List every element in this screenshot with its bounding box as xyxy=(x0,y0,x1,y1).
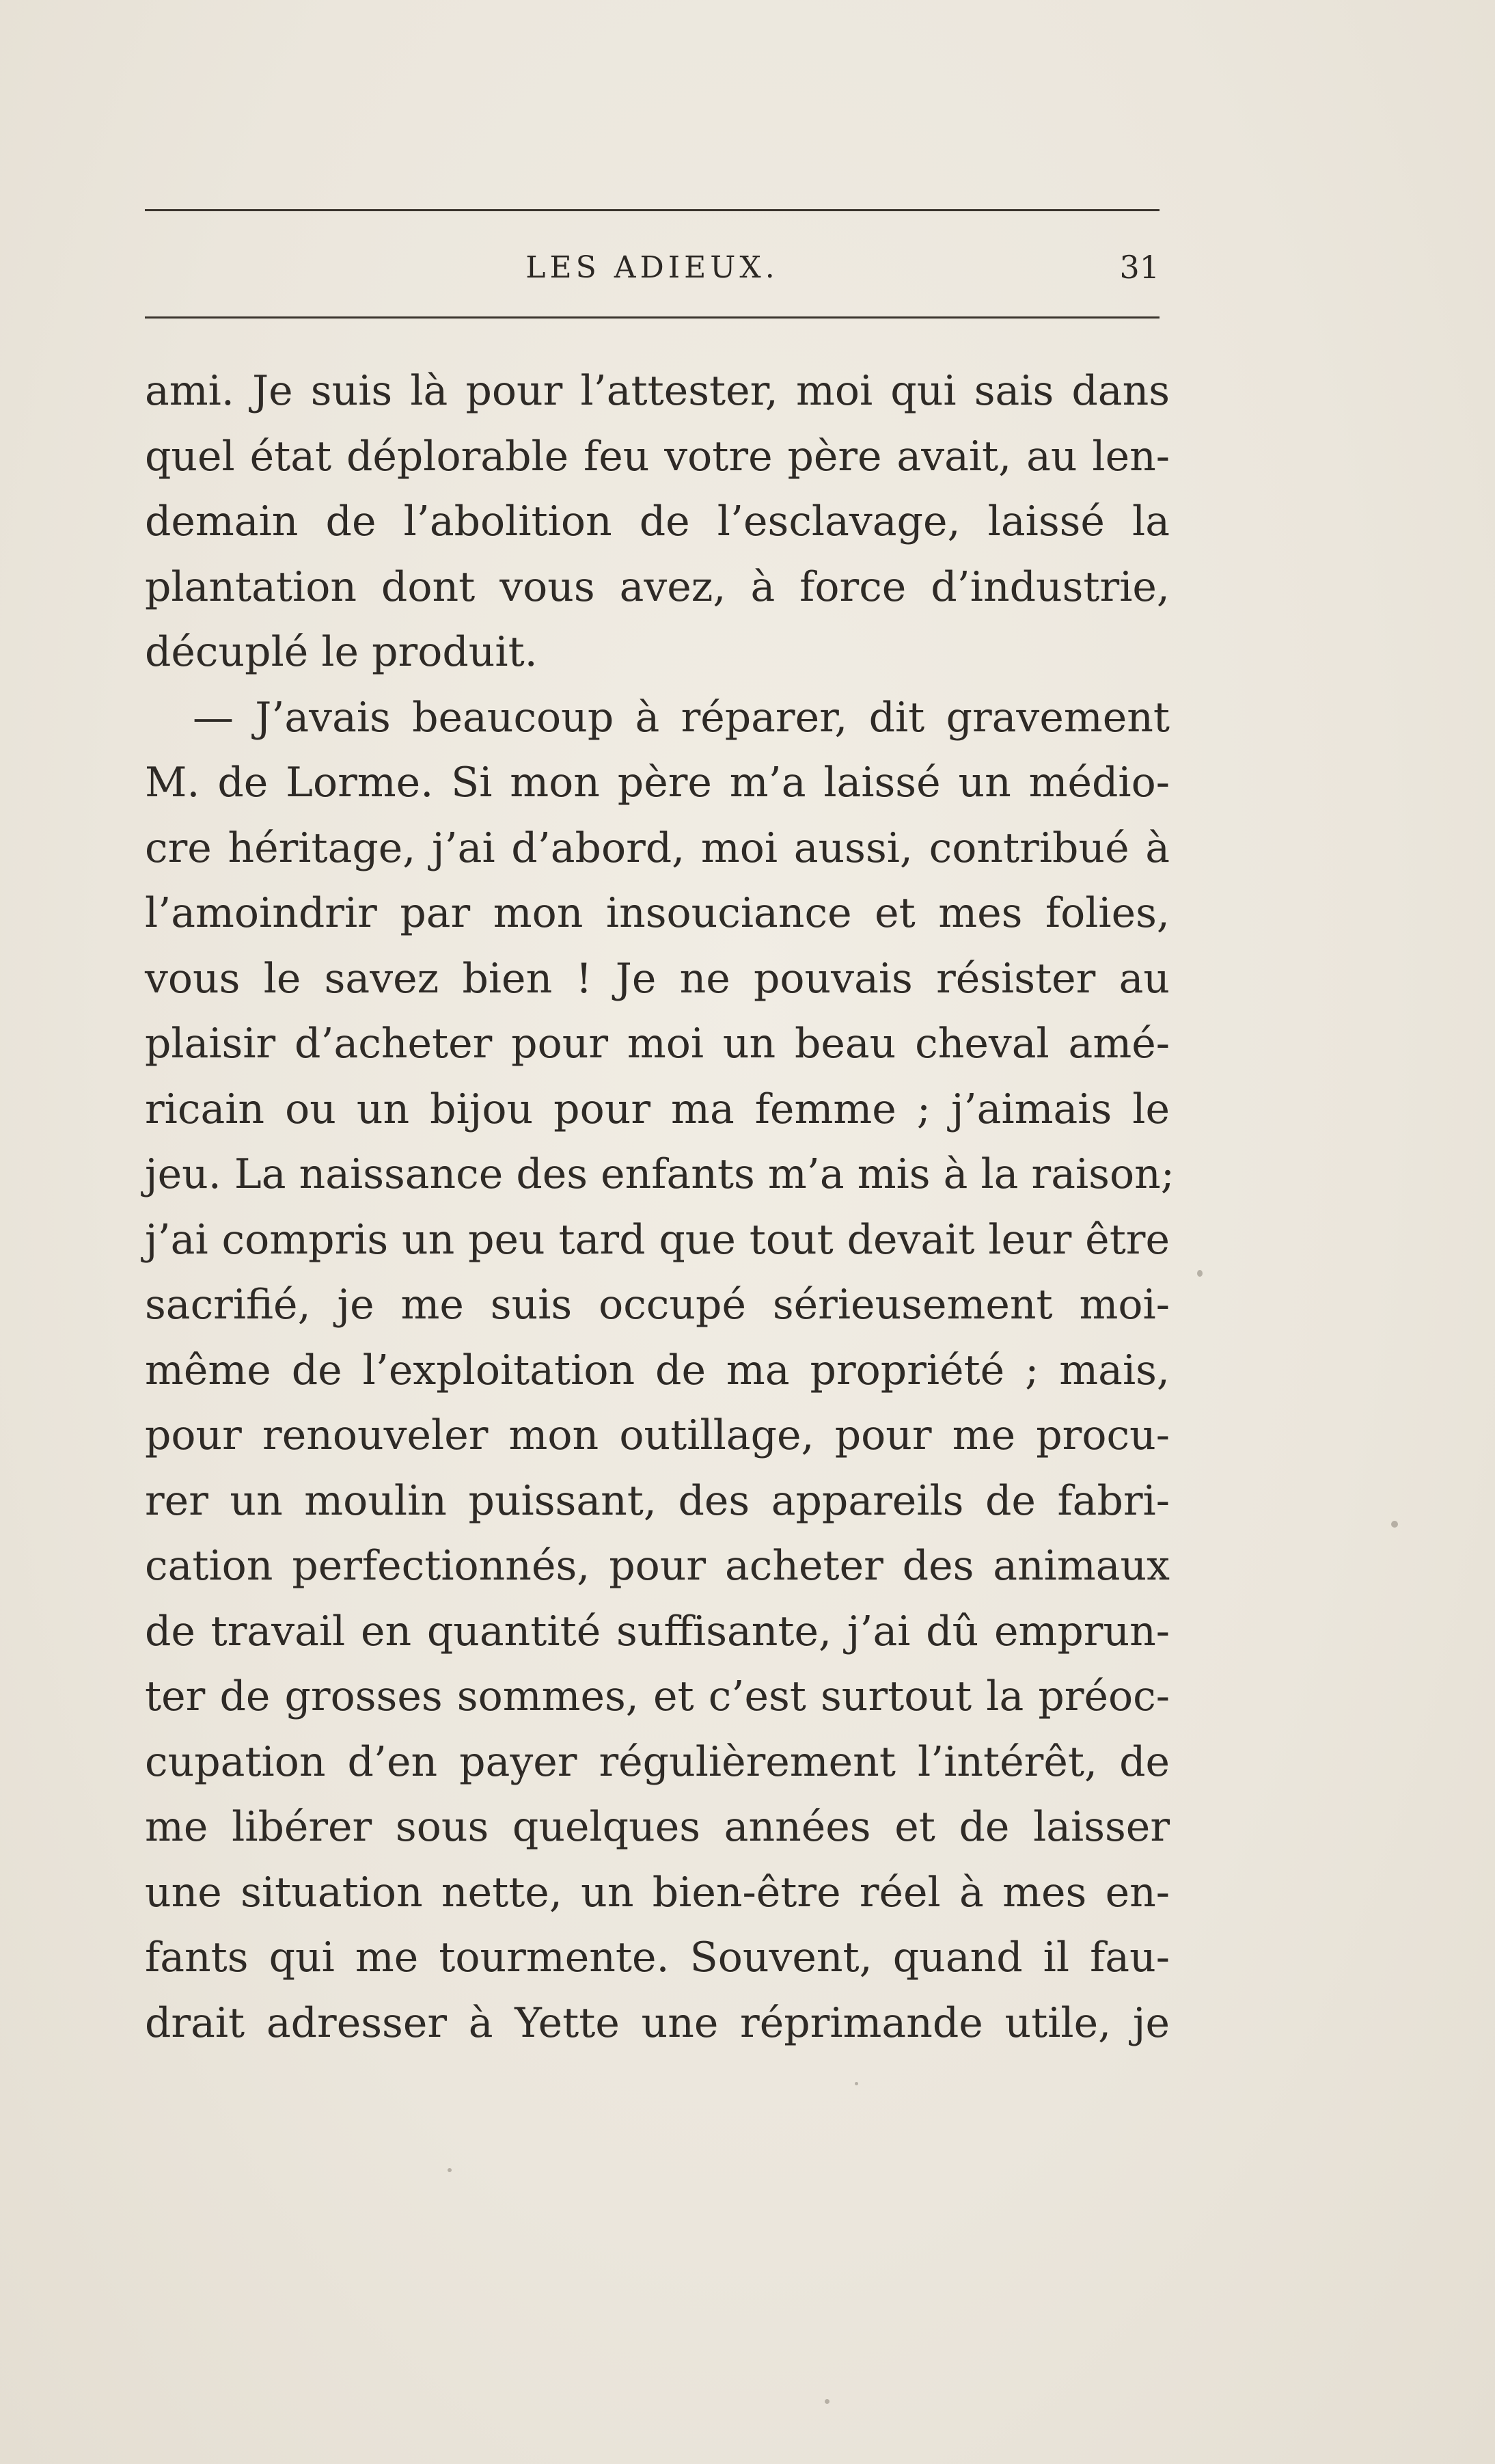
text-line: ami. Je suis là pour l’attester, moi qui sais dans xyxy=(145,367,1170,415)
text-line: jeu. La naissance des enfants m’a mis à la raison; xyxy=(145,1150,1175,1198)
text-line: de travail en quantité suffisante, j’ai dû emprun- xyxy=(145,1607,1170,1655)
text-line: plantation dont vous avez, à force d’industrie, xyxy=(145,563,1170,611)
text-line: pour renouveler mon outillage, pour me procu- xyxy=(145,1411,1170,1459)
text-line: ricain ou un bijou pour ma femme ; j’aimais le xyxy=(145,1085,1170,1133)
page-number: 31 xyxy=(1119,249,1160,286)
text-line: rer un moulin puissant, des appareils de fabri- xyxy=(145,1476,1170,1525)
text-line: plaisir d’acheter pour moi un beau cheval amé- xyxy=(145,1020,1170,1068)
running-title: LES ADIEUX. xyxy=(525,250,779,285)
text-line: M. de Lorme. Si mon père m’a laissé un médio- xyxy=(145,759,1170,807)
paper-speck xyxy=(825,2399,829,2404)
text-line: fants qui me tourmente. Souvent, quand il fau- xyxy=(145,1934,1170,1981)
paper-speck xyxy=(855,2082,858,2085)
text-line: — J’avais beaucoup à réparer, dit gravement xyxy=(193,693,1170,742)
paper-speck xyxy=(1197,1270,1203,1277)
text-line: sacrifié, je me suis occupé sérieusement moi- xyxy=(145,1281,1170,1329)
text-line: quel état déplorable feu votre père avait, au len- xyxy=(145,432,1170,480)
text-line: j’ai compris un peu tard que tout devait leur être xyxy=(145,1215,1170,1264)
text-line: même de l’exploitation de ma propriété ; mais, xyxy=(145,1346,1170,1394)
paper-speck xyxy=(448,2168,452,2172)
running-head xyxy=(145,246,1160,294)
text-line: une situation nette, un bien-être réel à mes en- xyxy=(145,1868,1170,1917)
text-line: me libérer sous quelques années et de laisser xyxy=(145,1803,1170,1851)
text-line: demain de l’abolition de l’esclavage, laissé la xyxy=(145,498,1170,545)
text-line: cation perfectionnés, pour acheter des animaux xyxy=(145,1542,1170,1590)
body-text xyxy=(145,359,1175,2056)
text-line: drait adresser à Yette une réprimande utile, je xyxy=(145,1999,1170,2047)
text-line: l’amoindrir par mon insouciance et mes folies, xyxy=(145,889,1170,937)
text-line: ter de grosses sommes, et c’est surtout la préoc- xyxy=(145,1673,1170,1720)
text-line: vous le savez bien ! Je ne pouvais résister au xyxy=(145,954,1170,1003)
text-line: cupation d’en payer régulièrement l’intérêt, de xyxy=(145,1737,1170,1786)
text-line: cre héritage, j’ai d’abord, moi aussi, contribué à xyxy=(145,824,1170,872)
header-rule-top xyxy=(145,209,1160,211)
header-rule-bottom xyxy=(145,316,1160,319)
paper-speck xyxy=(1391,1521,1398,1528)
text-line: décuplé le produit. xyxy=(145,628,538,676)
